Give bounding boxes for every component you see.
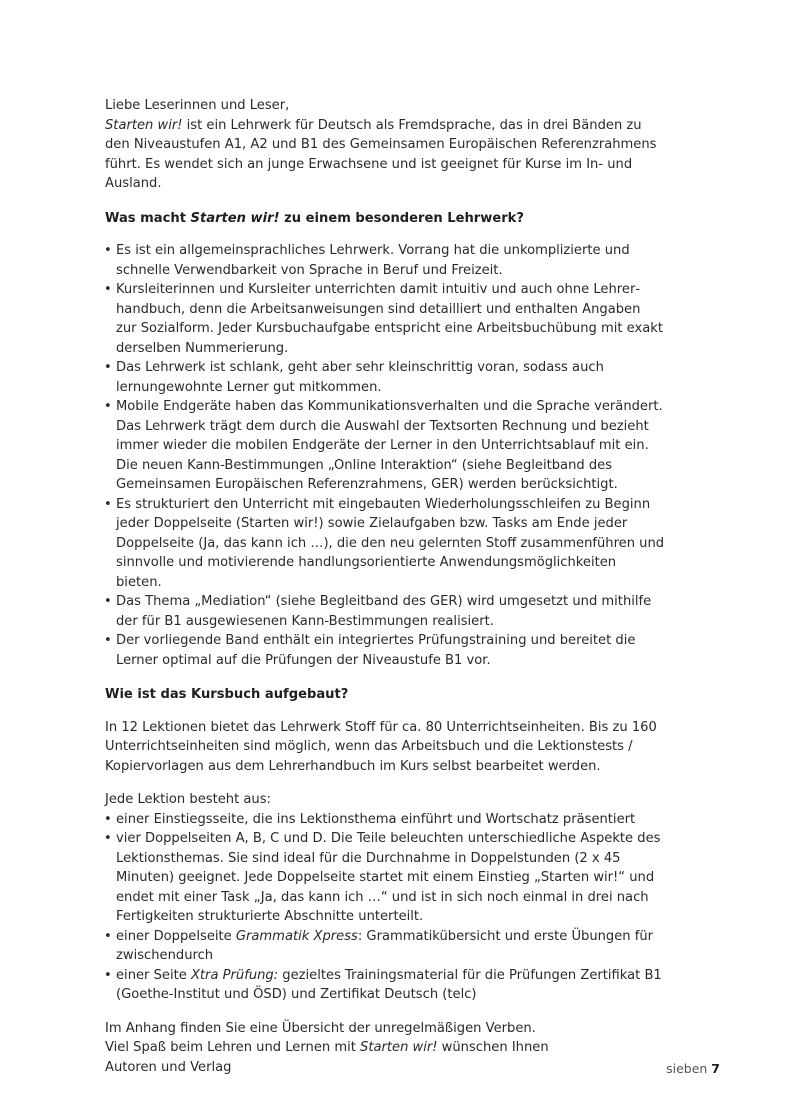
heading-structure: Wie ist das Kursbuch aufgebaut? — [105, 687, 349, 702]
item-pre: einer Seite — [116, 967, 191, 983]
wish-pre: Viel Spaß beim Lehren und Lernen mit — [105, 1040, 361, 1055]
salutation: Liebe Leserinnen und Leser, — [105, 98, 290, 113]
list-item: • Es ist ein allgemeinsprachliches Lehrwerk. Vorrang hat die unkomplizierte und schnelle Verwendbarkeit von Sprache in Beruf und Freizeit. — [105, 241, 665, 280]
features-list — [105, 241, 665, 670]
page-number-digit: 7 — [711, 1061, 720, 1076]
item-rest: : Grammatikübersicht und erste Übungen für zwischendurch — [116, 928, 654, 963]
list-item: • Der vorliegende Band enthält ein integriertes Prüfungstraining und bereitet die Lerner optimal auf die Prüfungen der Niveaustufe B1 vor. — [105, 631, 665, 670]
item-pre: einer Doppelseite — [116, 928, 236, 944]
list-item: • Es strukturiert den Unterricht mit eingebauten Wiederholungsschleifen zu Beginn jeder Doppelseite (Starten wir!) sowie Zielaufgaben bzw. Tasks am Ende jeder Doppelseite (Ja, das kann ich …), die den neu gelernten Stoff zusammenführen und sinnvolle und motivierende handlungsorientierte Anwendungsmöglichkeiten bieten. — [105, 495, 665, 593]
signature: Autoren und Verlag — [105, 1059, 232, 1075]
book-title: Starten wir! — [105, 117, 183, 133]
structure-paragraph: In 12 Lektionen bietet das Lehrwerk Stoff für ca. 80 Unterrichtseinheiten. Bis zu 160 Unterrichtseinheiten sind möglich, wenn das Arbeitsbuch und die Lektionstests / Kopiervorlagen aus dem Lehrerhandbuch im Kurs selbst bearbeitet werden. — [105, 719, 657, 774]
list-item: • Das Lehrwerk ist schlank, geht aber sehr kleinschrittig voran, sodass auch lernungewohnte Lerner gut mitkommen. — [105, 358, 665, 397]
list-item: • Das Thema „Mediation“ (siehe Begleitband des GER) wird umgesetzt und mithilfe der für B1 ausgewiesenen Kann-Bestimmungen realisiert. — [105, 592, 665, 631]
list-item: • Kursleiterinnen und Kursleiter unterrichten damit intuitiv und auch ohne Lehrerhandbuch, denn die Arbeitsanweisungen sind detailliert und enthalten Angaben zur Sozialform. Jeder Kursbuchaufgabe entspricht eine Arbeitsbuchübung mit exakt derselben Nummerierung. — [105, 280, 665, 358]
wish-book-title: Starten wir! — [360, 1040, 438, 1055]
item-title: Grammatik Xpress — [235, 928, 358, 944]
intro-paragraph — [105, 116, 665, 194]
lesson-list — [105, 810, 665, 1005]
list-item — [105, 966, 665, 1005]
preface-page — [105, 96, 665, 1077]
wish-post: wünschen Ihnen — [437, 1040, 549, 1055]
page-number-word: sieben — [666, 1061, 708, 1076]
appendix-note: Im Anhang finden Sie eine Übersicht der unregelmäßigen Verben. — [105, 1020, 536, 1036]
heading-post: zu einem besonderen Lehrwerk? — [279, 210, 524, 226]
item-rest: gezieltes Trainingsmaterial für die Prüfungen Zertifikat B1 (Goethe-Institut und ÖSD) und Zertifikat Deutsch (telc) — [116, 967, 662, 1002]
list-item: • Mobile Endgeräte haben das Kommunikationsverhalten und die Sprache verändert. Das Lehrwerk trägt dem durch die Auswahl der Textsorten Rechnung und bezieht immer wieder die mobilen Endgeräte der Lerner in den Unterrichtsablauf mit ein. Die neuen Kann-Bestimmungen „Online Interaktion“ (siehe Begleitband des Gemeinsamen Europäischen Referenzrahmens, GER) werden berücksichtigt. — [105, 397, 665, 495]
item-title: Xtra Prüfung: — [190, 967, 279, 983]
heading-pre: Was macht — [105, 210, 191, 226]
heading-special-features — [105, 209, 665, 229]
heading-book-title: Starten wir! — [190, 210, 280, 226]
list-item: • einer Einstiegsseite, die ins Lektionsthema einführt und Wortschatz präsentiert — [105, 810, 665, 830]
lesson-intro: Jede Lektion besteht aus: — [105, 792, 271, 807]
list-item — [105, 927, 665, 966]
intro-text: ist ein Lehrwerk für Deutsch als Fremdsprache, das in drei Bänden zu den Niveaustufen A1, A2 und B1 des Gemeinsamen Europäischen Referenzrahmens führt. Es wendet sich an junge Erwachsene und ist geeignet für Kurse im In- und Ausland. — [105, 117, 657, 191]
list-item: • vier Doppelseiten A, B, C und D. Die Teile beleuchten unterschiedliche Aspekte des Lektionsthemas. Sie sind ideal für die Durchnahme in Doppelstunden (2 x 45 Minuten) geeignet. Jede Doppelseite startet mit einem Einstieg „Starten wir!“ und endet mit einer Task „Ja, das kann ich …“ und ist in sich noch einmal in drei nach Fertigkeiten strukturierte Abschnitte unterteilt. — [105, 829, 665, 927]
page-number — [666, 1059, 720, 1079]
closing-wish — [105, 1038, 665, 1058]
